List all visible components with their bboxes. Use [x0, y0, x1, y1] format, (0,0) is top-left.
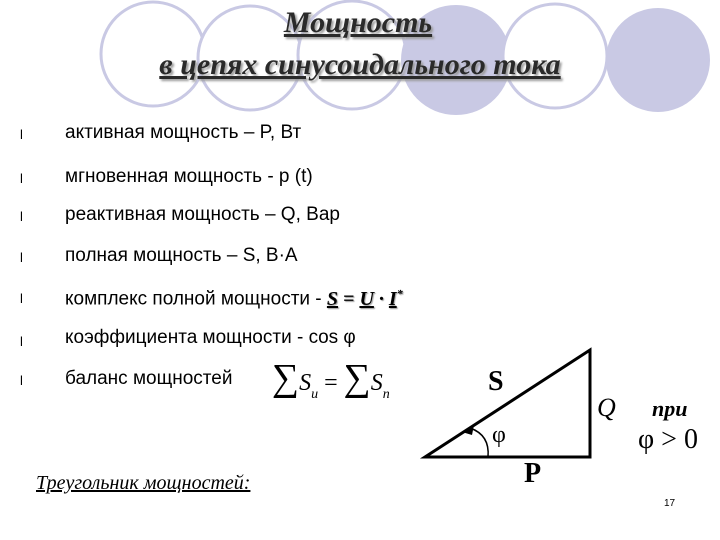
item-power-factor: коэффициента мощности - cos φ: [65, 327, 356, 348]
formula-u: U: [359, 287, 374, 310]
balance-s2: S: [370, 370, 383, 396]
triangle-label-phi: φ: [492, 422, 506, 448]
slide-title-line2: в цепях синусоидального тока: [159, 48, 561, 81]
triangle-shape: [425, 350, 590, 457]
triangle-label-q: Q: [597, 393, 616, 422]
formula-eq: =: [338, 287, 360, 310]
bullet-icon: l: [20, 250, 23, 265]
bullet-icon: l: [20, 373, 23, 388]
formula-i: I: [388, 287, 397, 310]
triangle-label-s: S: [488, 366, 504, 397]
balance-s1: S: [299, 370, 312, 396]
slide-title-line1: Мощность: [283, 6, 433, 39]
triangle-label-p: P: [524, 458, 542, 489]
item-instant-power: мгновенная мощность - p (t): [65, 166, 313, 187]
bullet-icon: l: [20, 127, 23, 142]
bullet-icon: l: [20, 171, 23, 186]
balance-eq: =: [324, 370, 338, 396]
triangle-caption: Треугольник мощностей:: [36, 472, 251, 494]
item-apparent-power: полная мощность – S, В·А: [65, 245, 298, 266]
bullet-icon: l: [20, 209, 23, 224]
formula-conj: *: [396, 286, 403, 300]
sum-symbol-2: ∑: [343, 357, 371, 399]
balance-sub1: и: [311, 386, 319, 402]
balance-sub2: п: [382, 386, 390, 402]
item-power-balance: баланс мощностей: [65, 368, 233, 389]
complex-power-label: комплекс полной мощности -: [65, 288, 327, 310]
item-active-power: активная мощность – P, Вт: [65, 122, 302, 143]
page-number: 17: [664, 498, 676, 509]
bullet-icon: l: [20, 291, 23, 306]
bullet-icon: l: [20, 334, 23, 349]
condition-expression: φ > 0: [638, 424, 698, 455]
formula-dot: ·: [373, 287, 389, 310]
formula-s: S: [326, 287, 339, 310]
item-reactive-power: реактивная мощность – Q, Вар: [65, 204, 340, 225]
angle-arc: [470, 428, 488, 457]
condition-word: при: [652, 396, 688, 421]
sum-symbol-1: ∑: [272, 357, 300, 399]
